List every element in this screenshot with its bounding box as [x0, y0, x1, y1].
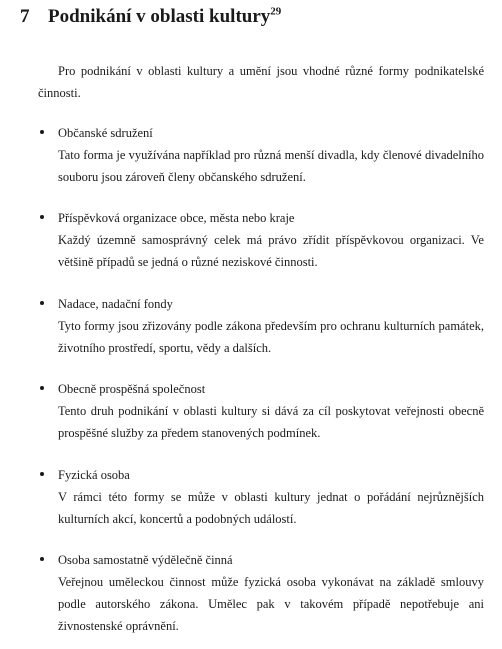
list-item-title: Občanské sdružení [58, 126, 153, 140]
list-item-contributory-organization [38, 207, 484, 273]
bullet-icon [40, 130, 44, 134]
list-item-title: Příspěvková organizace obce, města nebo kraje [58, 211, 295, 225]
chapter-number: 7 [20, 6, 30, 27]
chapter-heading [20, 6, 281, 28]
list-item-text: Tyto formy jsou zřizovány podle zákona především pro ochranu kulturních památek, životního prostředí, sportu, vědy a dalších. [58, 319, 484, 355]
list-item-natural-person [38, 464, 484, 530]
bullet-icon [40, 215, 44, 219]
list-item-civic-association [38, 122, 484, 188]
list-item-title: Obecně prospěšná společnost [58, 382, 206, 396]
bullet-icon [40, 386, 44, 390]
list-item-text: Veřejnou uměleckou činnost může fyzická osoba vykonávat na základě smlouvy podle autorského zákona. Umělec pak v takovém případě nepotřebuje ani živnostenské oprávnění. [58, 575, 484, 633]
list-item-text: V rámci této formy se může v oblasti kultury jednat o pořádání nejrůznějších kulturních akcí, koncertů a podobných událostí. [58, 490, 484, 526]
list-item-title: Fyzická osoba [58, 468, 130, 482]
list-item-public-benefit-company [38, 378, 484, 444]
intro-text: Pro podnikání v oblasti kultury a umění jsou vhodné různé formy podnikatelské činnosti. [38, 64, 484, 100]
footnote-reference[interactable]: 29 [270, 5, 282, 18]
list-item-self-employed-person [38, 549, 484, 637]
bullet-icon [40, 301, 44, 305]
bullet-icon [40, 557, 44, 561]
list-item-title: Osoba samostatně výdělečně činná [58, 553, 233, 567]
list-item-text: Tato forma je využívána například pro různá menší divadla, kdy členové divadelního souboru jsou zároveň členy občanského sdružení. [58, 148, 484, 184]
list-item-text: Každý územně samosprávný celek má právo zřídit příspěvkovou organizaci. Ve většině případů se jedná o různé neziskové činnosti. [58, 233, 484, 269]
chapter-title: Podnikání v oblasti kultury [48, 6, 271, 27]
intro-paragraph [38, 60, 484, 104]
list-item-title: Nadace, nadační fondy [58, 297, 173, 311]
list-item-text: Tento druh podnikání v oblasti kultury si dává za cíl poskytovat veřejnosti obecně prospěšné služby za předem stanovených podmínek. [58, 404, 484, 440]
list-item-foundations [38, 293, 484, 359]
bullet-icon [40, 472, 44, 476]
